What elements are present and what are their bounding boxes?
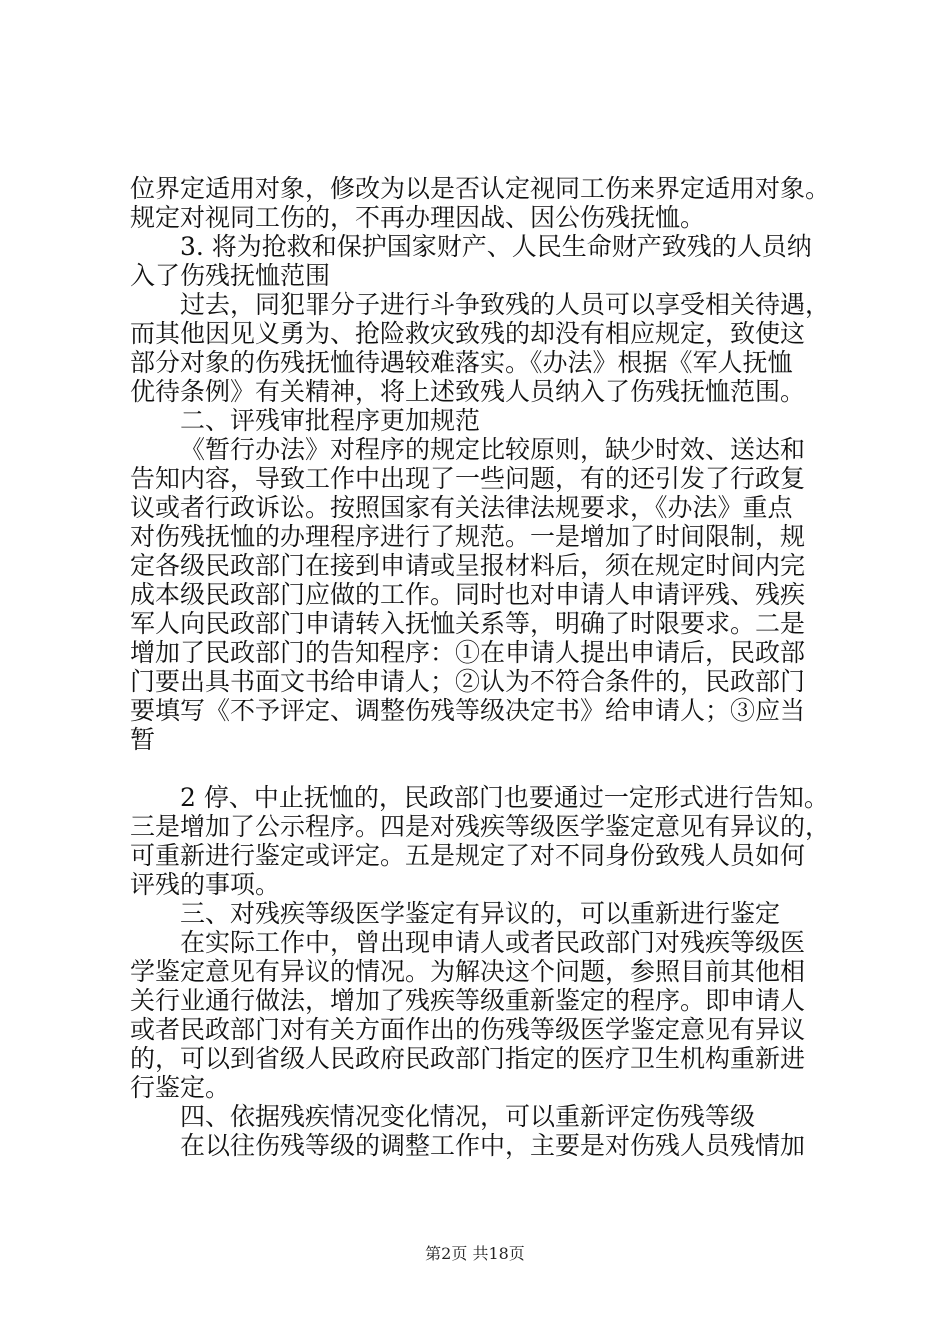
text-line: 三是增加了公示程序。四是对残疾等级医学鉴定意见有异议的， xyxy=(130,812,831,841)
section-heading: 三、对残疾等级医学鉴定有异议的，可以重新进行鉴定 xyxy=(180,899,781,928)
document-body xyxy=(130,174,830,1160)
text-line: 或者民政部门对有关方面作出的伤残等级医学鉴定意见有异议 xyxy=(130,1015,806,1044)
text-line: 《暂行办法》对程序的规定比较原则，缺少时效、送达和 xyxy=(180,435,806,464)
text-line: 关行业通行做法，增加了残疾等级重新鉴定的程序。即申请人 xyxy=(130,986,806,1015)
text-line: 可重新进行鉴定或评定。五是规定了对不同身份致残人员如何 xyxy=(130,841,806,870)
text-line: 规定对视同工伤的，不再办理因战、因公伤残抚恤。 xyxy=(130,203,706,232)
section-heading: 四、依据残疾情况变化情况，可以重新评定伤残等级 xyxy=(180,1102,756,1131)
text-line: 而其他因见义勇为、抢险救灾致残的却没有相应规定，致使这 xyxy=(130,319,806,348)
text-line: 告知内容，导致工作中出现了一些问题，有的还引发了行政复 xyxy=(130,464,806,493)
text-line: 对伤残抚恤的办理程序进行了规范。一是增加了时间限制，规 xyxy=(130,522,806,551)
text-line: 位界定适用对象，修改为以是否认定视同工伤来界定适用对象。 xyxy=(130,174,831,203)
section-heading: 二、评残审批程序更加规范 xyxy=(180,406,481,435)
text-line: 的，可以到省级人民政府民政部门指定的医疗卫生机构重新进 xyxy=(130,1044,806,1073)
text-line: 学鉴定意见有异议的情况。为解决这个问题，参照目前其他相 xyxy=(130,957,806,986)
page-footer: 第2页 共18页 xyxy=(425,1244,525,1263)
text-line: 2 停、中止抚恤的，民政部门也要通过一定形式进行告知。 xyxy=(180,783,829,812)
text-line: 定各级民政部门在接到申请或呈报材料后，须在规定时间内完 xyxy=(130,551,806,580)
text-line: 部分对象的伤残抚恤待遇较难落实。《办法》根据《军人抚恤 xyxy=(130,348,793,377)
text-line: 优待条例》有关精神，将上述致残人员纳入了伤残抚恤范围。 xyxy=(130,377,806,406)
text-line: 暂 xyxy=(130,725,156,754)
text-line: 在实际工作中，曾出现申请人或者民政部门对残疾等级医 xyxy=(180,928,806,957)
text-line: 在以往伤残等级的调整工作中，主要是对伤残人员残情加 xyxy=(180,1131,806,1160)
text-line: 增加了民政部门的告知程序：①在申请人提出申请后，民政部 xyxy=(130,638,806,667)
text-line: 入了伤残抚恤范围 xyxy=(130,261,331,290)
text-line: 3. 将为抢救和保护国家财产、人民生命财产致残的人员纳 xyxy=(180,232,812,261)
text-line: 军人向民政部门申请转入抚恤关系等，明确了时限要求。二是 xyxy=(130,609,806,638)
text-line: 评残的事项。 xyxy=(130,870,281,899)
text-line: 门要出具书面文书给申请人；②认为不符合条件的，民政部门 xyxy=(130,667,806,696)
text-line: 行鉴定。 xyxy=(130,1073,231,1102)
text-line: 议或者行政诉讼。按照国家有关法律法规要求，《办法》重点 xyxy=(130,493,793,522)
text-line: 要填写《不予评定、调整伤残等级决定书》给申请人；③应当 xyxy=(130,696,806,725)
text-line: 成本级民政部门应做的工作。同时也对申请人申请评残、残疾 xyxy=(130,580,806,609)
text-line: 过去，同犯罪分子进行斗争致残的人员可以享受相关待遇， xyxy=(180,290,831,319)
